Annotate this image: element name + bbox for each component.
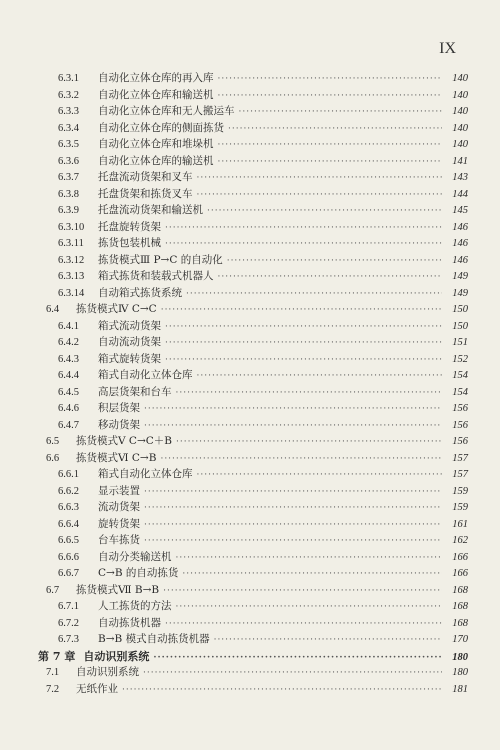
toc-entry: [38, 186, 468, 203]
toc-entry-number: 6.3.12: [58, 254, 85, 266]
toc-entry-number: 6.4.3: [58, 353, 79, 365]
toc-entry-page: 146: [452, 238, 468, 249]
toc-entry-number: 6.3.1: [58, 73, 79, 84]
dot-leader: [239, 107, 443, 117]
toc-entry: [38, 169, 468, 186]
dot-leader: [207, 206, 442, 216]
toc-entry: [38, 433, 468, 450]
toc-entry-page: 156: [452, 419, 468, 431]
toc-entry: [38, 549, 468, 566]
toc-entry: [38, 235, 468, 252]
toc-entry-title: 自动化立体仓库的侧面拣货: [98, 121, 224, 134]
dot-leader: [160, 454, 442, 464]
toc-entry-title: 自动化立体仓库和无人搬运车: [98, 105, 235, 117]
dot-leader: [165, 355, 442, 365]
toc-entry-page: 166: [452, 568, 468, 579]
toc-entry: [38, 450, 468, 467]
dot-leader: [153, 653, 442, 663]
dot-leader: [165, 338, 442, 348]
toc-entry-title: 拣货包装机械: [98, 237, 161, 249]
toc-entry-number: 7.2: [46, 683, 60, 695]
toc-entry: [38, 648, 468, 665]
toc-entry-number: 6.3.11: [58, 238, 84, 249]
toc-entry: [38, 384, 468, 401]
toc-entry-number: 6.7: [46, 584, 60, 596]
toc-entry-page: 154: [452, 386, 468, 398]
toc-entry-page: 156: [452, 436, 468, 447]
toc-entry-number: 6.4.7: [58, 419, 79, 431]
dot-leader: [122, 685, 442, 695]
toc-entry-page: 157: [452, 469, 468, 480]
toc-entry-title: 拣货模式Ⅵ C→B: [76, 451, 157, 464]
toc-entry-title: 移动货架: [98, 418, 140, 431]
table-of-contents: [38, 70, 468, 697]
toc-entry-number: 6.4.1: [58, 320, 79, 332]
dot-leader: [218, 157, 443, 167]
dot-leader: [218, 91, 443, 101]
toc-entry: [38, 252, 468, 269]
toc-entry: [38, 664, 468, 681]
toc-entry-page: 166: [452, 551, 468, 563]
toc-entry-page: 140: [452, 73, 468, 84]
dot-leader: [144, 404, 442, 414]
toc-entry: [38, 120, 468, 137]
dot-leader: [197, 173, 443, 183]
toc-entry-page: 146: [452, 221, 468, 233]
toc-entry-title: 托盘流动货架和叉车: [98, 171, 193, 183]
dot-leader: [182, 569, 442, 579]
toc-entry-page: 149: [452, 271, 468, 282]
dot-leader: [218, 272, 443, 282]
dot-leader: [186, 289, 442, 299]
toc-entry-page: 140: [452, 139, 468, 150]
dot-leader: [214, 635, 442, 645]
toc-entry-page: 156: [452, 403, 468, 414]
toc-entry: [38, 532, 468, 549]
toc-entry: [38, 103, 468, 120]
toc-entry-number: 6.4.2: [58, 337, 79, 348]
toc-entry-title: 箱式自动化立体仓库: [98, 468, 193, 480]
toc-entry-number: 7.1: [46, 667, 60, 678]
toc-entry-title: 自动识别系统: [76, 666, 139, 678]
toc-entry-number: 6.3.2: [58, 89, 79, 101]
toc-entry-page: 157: [452, 452, 468, 464]
toc-entry-number: 6.6.4: [58, 518, 79, 530]
toc-entry: [38, 466, 468, 483]
toc-entry: [38, 136, 468, 153]
toc-entry-page: 150: [452, 304, 468, 315]
toc-entry-title: 流动货架: [98, 501, 140, 513]
toc-entry-page: 140: [452, 89, 468, 101]
toc-entry: [38, 367, 468, 384]
toc-entry-page: 159: [452, 485, 468, 497]
toc-entry-number: 6.5: [46, 436, 60, 447]
dot-leader: [144, 421, 442, 431]
dot-leader: [144, 487, 442, 497]
toc-entry-title: 自动流动货架: [98, 336, 161, 348]
toc-entry-number: 6.6.3: [58, 502, 79, 513]
dot-leader: [176, 602, 443, 612]
dot-leader: [197, 371, 443, 381]
toc-entry-page: 161: [452, 518, 468, 530]
toc-entry-title: 托盘流动货架和输送机: [98, 204, 203, 216]
toc-entry-number: 6.6.1: [58, 469, 79, 480]
toc-entry-title: 箱式自动化立体仓库: [98, 369, 193, 381]
toc-entry-page: 168: [452, 617, 468, 629]
toc-entry-title: 托盘货架和拣货叉车: [98, 187, 193, 200]
toc-entry-title: B→B 模式自动拣货机器: [98, 633, 210, 645]
dot-leader: [197, 470, 443, 480]
toc-entry-number: 6.7.3: [58, 634, 79, 645]
toc-entry: [38, 565, 468, 582]
toc-entry-title: 箱式旋转货架: [98, 352, 161, 365]
toc-entry-page: 180: [452, 667, 468, 678]
page-number: IX: [439, 40, 456, 57]
toc-entry-page: 159: [452, 502, 468, 513]
toc-entry-number: 6.3.6: [58, 155, 79, 167]
toc-entry-title: 自动化立体仓库和输送机: [98, 88, 214, 101]
dot-leader: [176, 388, 443, 398]
toc-entry-page: 149: [452, 287, 468, 299]
dot-leader: [161, 305, 442, 315]
toc-entry-number: 6.4: [46, 304, 60, 315]
dot-leader: [228, 124, 442, 134]
toc-entry: [38, 153, 468, 170]
toc-entry-title: 箱式流动货架: [98, 319, 161, 332]
toc-entry: [38, 334, 468, 351]
toc-entry: [38, 615, 468, 632]
toc-entry-title: 自动箱式拣货系统: [98, 286, 182, 299]
toc-entry-page: 144: [452, 188, 468, 200]
toc-entry-title: 拣货模式Ⅶ B→B: [76, 583, 160, 596]
toc-entry: [38, 631, 468, 648]
dot-leader: [165, 619, 442, 629]
toc-entry-page: 170: [452, 634, 468, 645]
dot-leader: [144, 536, 442, 546]
dot-leader: [176, 437, 442, 447]
dot-leader: [165, 322, 442, 332]
toc-entry: [38, 499, 468, 516]
dot-leader: [218, 74, 443, 84]
toc-entry-number: 6.3.14: [58, 287, 85, 299]
toc-entry-number: 6.6: [46, 452, 60, 464]
toc-entry: [38, 582, 468, 599]
dot-leader: [144, 503, 442, 513]
toc-entry-number: 6.3.3: [58, 106, 79, 117]
toc-entry-page: 180: [452, 651, 468, 663]
toc-entry-number: 6.3.7: [58, 172, 79, 183]
dot-leader: [218, 140, 443, 150]
dot-leader: [165, 223, 442, 233]
toc-entry-title: 台车拣货: [98, 534, 140, 546]
toc-entry-page: 146: [452, 254, 468, 266]
toc-entry-title: C→B 的自动拣货: [98, 567, 179, 579]
toc-entry-number: 6.3.10: [58, 221, 85, 233]
toc-entry-page: 181: [452, 683, 468, 695]
toc-entry-page: 140: [452, 122, 468, 134]
toc-entry-title: 显示装置: [98, 484, 140, 497]
toc-entry-title: 自动化立体仓库的再入库: [98, 72, 214, 84]
toc-entry: [38, 70, 468, 87]
toc-entry: [38, 351, 468, 368]
toc-entry-number: 6.3.5: [58, 139, 79, 150]
toc-entry-title: 拣货模式Ⅴ C→C＋B: [76, 435, 173, 447]
toc-entry-title: 箱式拣货和装载式机器人: [98, 270, 214, 282]
toc-entry-title: 人工拣货的方法: [98, 600, 172, 612]
toc-entry-title: 自动识别系统: [83, 649, 150, 663]
toc-entry-number: 6.6.5: [58, 535, 79, 546]
toc-entry-title: 无纸作业: [76, 682, 118, 695]
toc-entry-page: 140: [452, 106, 468, 117]
dot-leader: [143, 668, 442, 678]
toc-entry-page: 168: [452, 601, 468, 612]
toc-entry-number: 6.6.2: [58, 485, 79, 497]
toc-entry: [38, 598, 468, 615]
toc-entry-title: 旋转货架: [98, 517, 140, 530]
toc-entry-number: 6.3.9: [58, 205, 79, 216]
toc-entry: [38, 268, 468, 285]
toc-entry: [38, 483, 468, 500]
dot-leader: [176, 553, 443, 563]
dot-leader: [227, 256, 442, 266]
toc-entry-number: 6.4.6: [58, 403, 79, 414]
toc-entry-number: 6.4.5: [58, 386, 79, 398]
toc-entry: [38, 400, 468, 417]
toc-entry: [38, 681, 468, 698]
toc-entry: [38, 301, 468, 318]
toc-entry-number: 6.6.7: [58, 568, 79, 579]
toc-entry: [38, 285, 468, 302]
toc-entry-number: 6.7.1: [58, 601, 79, 612]
toc-entry-page: 162: [452, 535, 468, 546]
toc-entry-number: 6.6.6: [58, 551, 79, 563]
toc-entry-number: 6.3.8: [58, 188, 79, 200]
toc-entry-number: 6.7.2: [58, 617, 79, 629]
toc-entry: [38, 417, 468, 434]
dot-leader: [165, 239, 442, 249]
toc-entry-page: 143: [452, 172, 468, 183]
toc-entry: [38, 219, 468, 236]
toc-entry-page: 141: [452, 155, 468, 167]
toc-entry: [38, 87, 468, 104]
toc-entry-page: 168: [452, 584, 468, 596]
toc-entry: [38, 516, 468, 533]
toc-entry-number: 第 7 章: [38, 649, 76, 663]
toc-entry-page: 154: [452, 370, 468, 381]
dot-leader: [163, 586, 442, 596]
toc-entry-number: 6.4.4: [58, 370, 79, 381]
toc-entry-title: 拣货模式Ⅳ C→C: [76, 303, 157, 315]
dot-leader: [197, 190, 443, 200]
toc-entry: [38, 318, 468, 335]
toc-entry-page: 145: [452, 205, 468, 216]
toc-entry-title: 拣货模式Ⅲ P→C 的自动化: [98, 253, 223, 266]
toc-entry-page: 152: [452, 353, 468, 365]
toc-entry: [38, 202, 468, 219]
toc-entry-page: 151: [452, 337, 468, 348]
toc-entry-title: 自动化立体仓库和堆垛机: [98, 138, 214, 150]
toc-entry-title: 积层货架: [98, 402, 140, 414]
toc-entry-title: 托盘旋转货架: [98, 220, 161, 233]
toc-entry-title: 高层货架和台车: [98, 385, 172, 398]
dot-leader: [144, 520, 442, 530]
toc-entry-page: 150: [452, 320, 468, 332]
toc-entry-title: 自动分类输送机: [98, 550, 172, 563]
toc-entry-title: 自动拣货机器: [98, 616, 161, 629]
toc-entry-title: 自动化立体仓库的输送机: [98, 154, 214, 167]
toc-entry-number: 6.3.4: [58, 122, 79, 134]
toc-entry-number: 6.3.13: [58, 271, 85, 282]
